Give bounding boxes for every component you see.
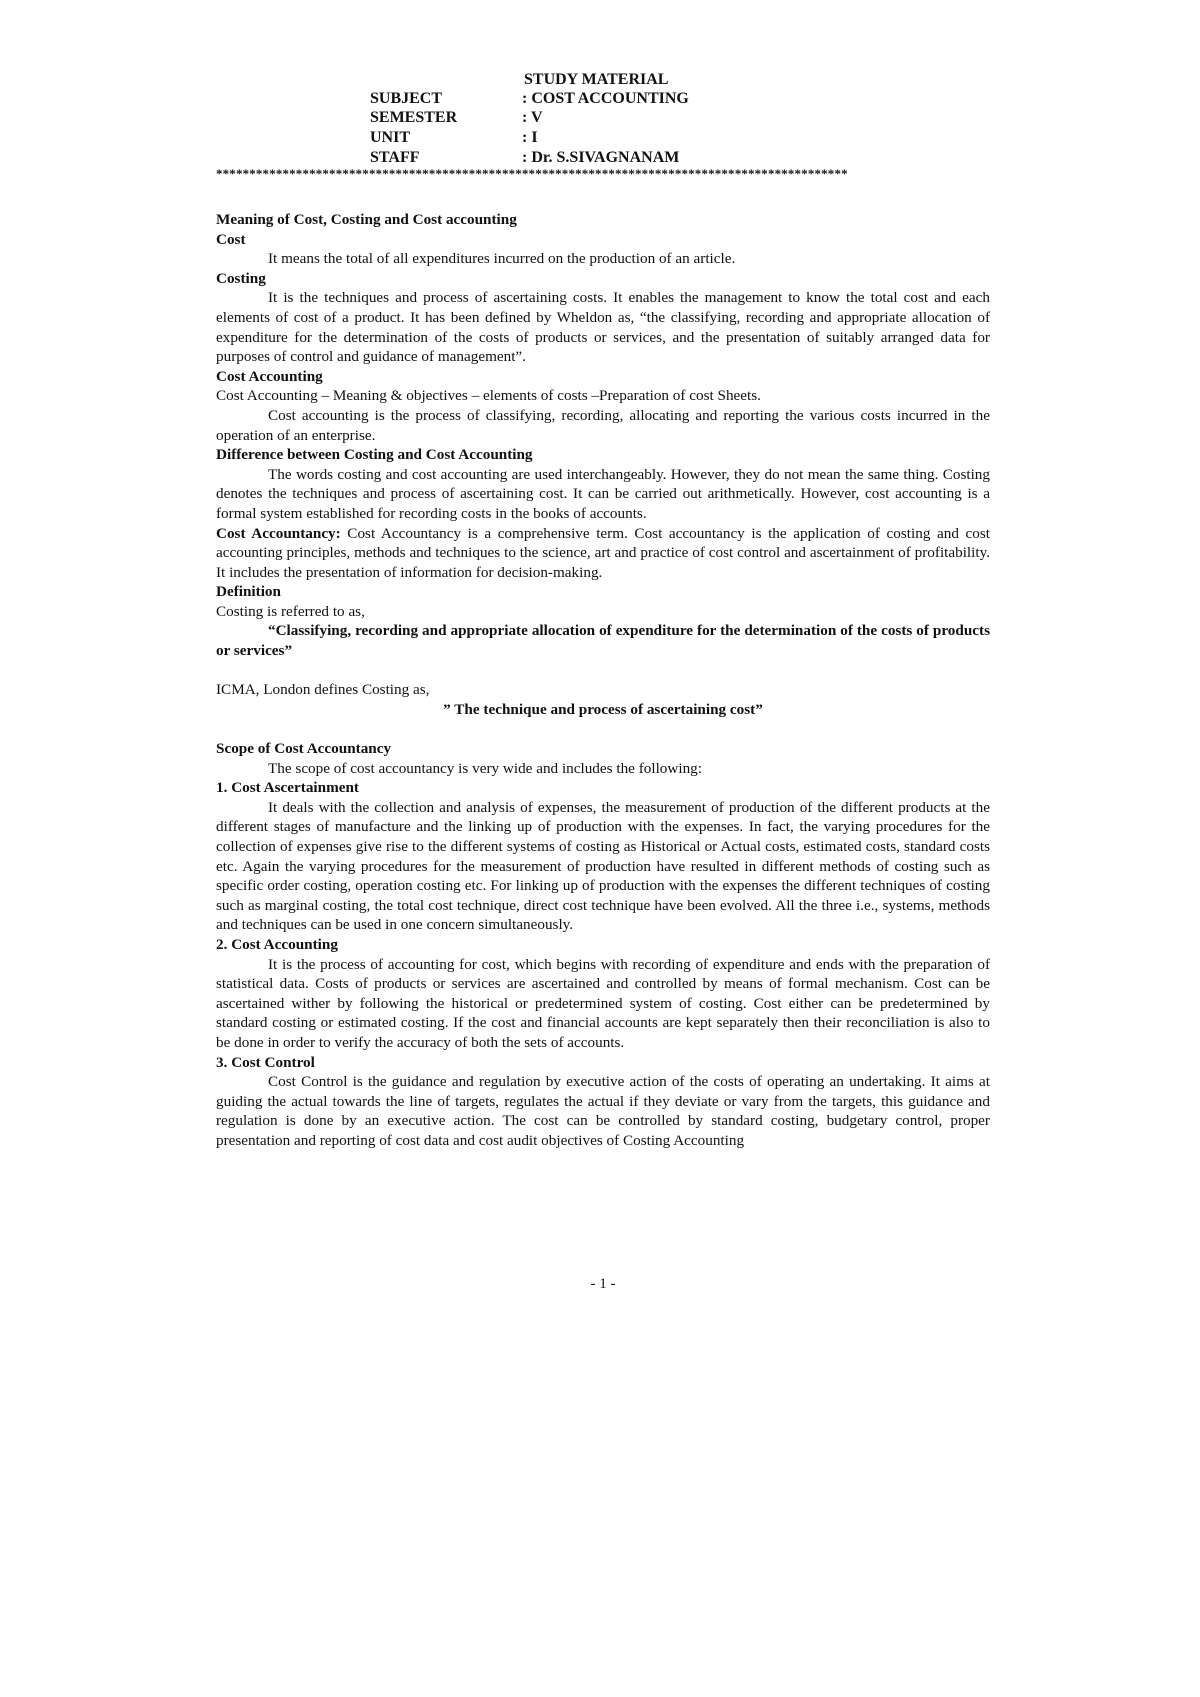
definition-quote: “Classifying, recording and appropriate allocation of expenditure for the determination of the costs of products or services” [216,622,990,660]
heading-difference: Difference between Costing and Cost Accounting [216,446,533,464]
asterisk-divider: *********************************************************************************************** [216,167,848,181]
header-value: : Dr. S.SIVAGNANAM [522,149,680,166]
paragraph-definition-intro: Costing is referred to as, [216,602,365,620]
paragraph-icma-intro: ICMA, London defines Costing as, [216,681,430,699]
heading-costing: Costing [216,269,266,287]
paragraph-difference: The words costing and cost accounting are used interchangeably. However, they do not mean the same thing. Costing denotes the techniques and process of ascertaining cost. It can be carried out arithmetically. However, cost accounting is a formal system established for recording costs in the books of accounts. [216,465,990,522]
spacer [216,719,990,739]
header-key: STAFF [370,149,420,166]
heading-definition: Definition [216,583,281,601]
paragraph-cost-ascertainment: It deals with the collection and analysis of expenses, the measurement of production of the different products at the different stages of manufacture and the linking up of production with the expenses. In fact, the varying procedures for the collection of expenses give rise to the different systems of costing as Historical or Actual costs, estimated costs, standard costs etc. Again the varying procedures for the measurement of production have resulted in different methods of costing such as specific order costing, operation costing etc. For linking up of production with the expenses the different techniques of costing such as marginal costing, the total cost technique, direct cost technique have been evolved. All the three i.e., systems, methods and techniques can be used in one concern simultaneously. [216,798,990,934]
header-key: UNIT [370,129,411,146]
heading-cost-accounting: Cost Accounting [216,367,323,385]
heading-scope: Scope of Cost Accountancy [216,740,392,758]
paragraph-costing: It is the techniques and process of ascertaining costs. It enables the management to know the total cost and each elements of cost of a product. It has been defined by Wheldon as, “the classifying, recording and appropriate allocation of expenditure for the determination of the costs of products or services, and the presentation of suitably arranged data for purposes of control and guidance of management”. [216,289,990,366]
heading-meaning: Meaning of Cost, Costing and Cost accounting [216,211,517,228]
header-value: : I [522,129,538,146]
spacer [216,661,990,681]
paragraph-cost-control: Cost Control is the guidance and regulation by executive action of the costs of operating an undertaking. It aims at guiding the actual towards the line of targets, regulates the actual if they deviate or vary from the targets, this guidance and regulation is done by an executive action. The cost can be controlled by standard costing, budgetary control, proper presentation and reporting of cost data and cost audit objectives of Costing Accounting [216,1073,990,1149]
cost-accountancy-text: Cost Accountancy is a comprehensive term. Cost accountancy is the application of costing and cost accounting principles, methods and techniques to the science, art and practice of cost control and ascertainment of profitability. It includes the presentation of information for decision-making. [216,524,991,581]
paragraph-cost-accounting-topics: Cost Accounting – Meaning & objectives – elements of costs –Preparation of cost Sheets. [216,387,761,405]
header-key: SEMESTER [370,109,458,126]
page-number: - 1 - [590,1276,616,1292]
header-key: SUBJECT [370,90,443,107]
icma-quote: ” The technique and process of ascertaining cost” [443,700,763,718]
paragraph-cost-accounting: Cost accounting is the process of classifying, recording, allocating and reporting the various costs incurred in the operation of an enterprise. [216,406,990,444]
document-body [216,210,990,1151]
header-row-semester [370,108,543,128]
paragraph-cost-accountancy [216,524,990,583]
header-row-unit [370,128,538,148]
paragraph-cost-accounting-2: It is the process of accounting for cost, which begins with recording of expenditure and ends with the preparation of statistical data. Costs of products or services are ascertained and controlled by means of formal mechanism. Cost can be ascertained wither by following the historical or predetermined system of costing. Cost either can be predetermined by standard costing or estimated costing. If the cost and financial accounts are kept separately then their reconciliation is also to be done in order to verify the accuracy of both the sets of accounts. [216,955,990,1051]
header-row-subject [370,89,689,109]
header-title: STUDY MATERIAL [524,71,669,88]
heading-cost-ascertainment: 1. Cost Ascertainment [216,779,359,797]
heading-cost-control: 3. Cost Control [216,1053,315,1071]
header-value: : V [522,109,543,126]
heading-cost: Cost [216,230,246,248]
header-row-staff [370,148,679,168]
heading-cost-accounting-2: 2. Cost Accounting [216,935,338,953]
header-value: : COST ACCOUNTING [522,90,689,107]
paragraph-scope: The scope of cost accountancy is very wide and includes the following: [268,759,702,777]
paragraph-cost: It means the total of all expenditures incurred on the production of an article. [268,250,736,268]
heading-cost-accountancy-inline: Cost Accountancy: [216,524,341,542]
document-header [216,70,990,181]
